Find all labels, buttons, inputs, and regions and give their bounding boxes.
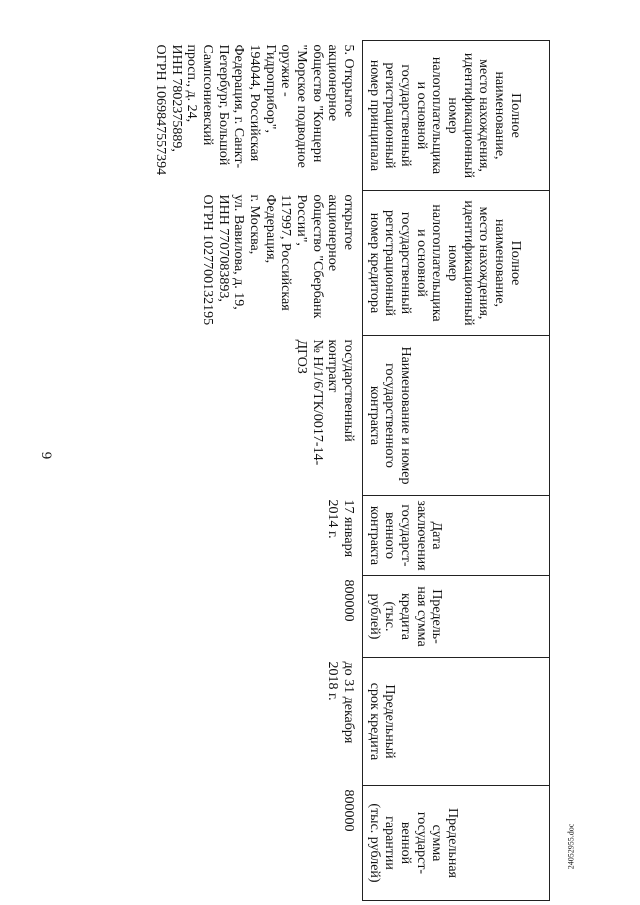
header-contract-date: Дата заключения государст- венного контракта <box>363 496 550 576</box>
cell-credit-term: до 31 декабря 2018 г. <box>325 661 356 744</box>
header-contract: Наименование и номер государственного контракта <box>363 336 550 496</box>
cell-creditor: открытое акционерное общество "Сбербанк России", 117997, Российская Федерация, г. Москва, ул. Вавилова, д. 19, ИНН 7707083893, ОГРН 1027700132195 <box>199 194 356 326</box>
header-creditor: Полное наименование, место нахождения, идентификационный номер налогоплательщика и основной государственный регистрационный номер кредитора <box>363 191 550 336</box>
cell-contract-date: 17 января 2014 г. <box>325 499 356 558</box>
state-guarantee-table <box>86 40 550 901</box>
cell-credit-limit: 800000 <box>341 579 356 622</box>
header-credit-limit: Предель- ная сумма кредита (тыс. рублей) <box>363 576 550 658</box>
cell-contract: государственный контракт № Н/1/6/ТК/0017-14-ДГОЗ <box>293 339 356 466</box>
header-guarantee-limit: Предельная сумма государст- венной гарантии (тыс. рублей) <box>363 786 550 901</box>
rotated-table-container <box>80 40 550 900</box>
page-number: 6 <box>39 451 56 460</box>
cell-principal: 5. Открытое акционерное общество "Концерн "Морское подводное оружие - Гидроприбор", 194044, Российская Федерация, г. Санкт- Петербург, Большой Сампсониевский просп., д. 24, ИНН 7802375889, ОГРН 1069847557394 <box>152 44 356 176</box>
header-credit-term: Предельный срок кредита <box>363 658 550 786</box>
header-principal: Полное наименование, место нахождения, идентификационный номер налогоплательщика и основной государственный регистрационный номер принципала <box>363 41 550 191</box>
document-code: 24052955.doc <box>566 823 576 870</box>
table-header-row <box>363 41 550 901</box>
cell-guarantee-limit: 800000 <box>341 789 356 832</box>
table-row <box>86 41 363 901</box>
